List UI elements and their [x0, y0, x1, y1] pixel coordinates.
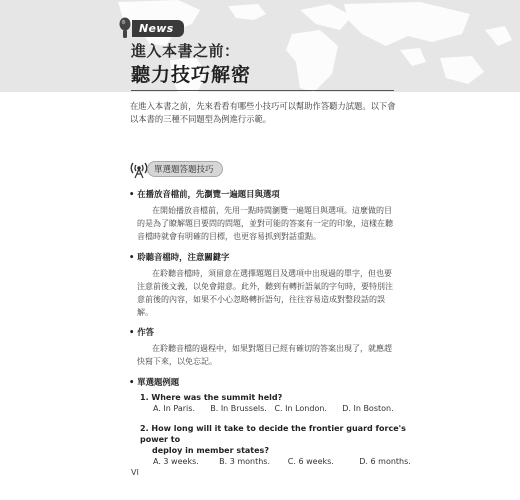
- question-text: 2. How long will it take to decide the frontier guard force's power to: [140, 424, 406, 444]
- page-number: VI: [131, 468, 139, 477]
- news-badge-label: News: [132, 20, 184, 37]
- title-divider: [131, 90, 394, 91]
- news-badge: [115, 17, 184, 39]
- answer-choices: A. In Paris. B. In Brussels. C. In London. D. In Boston.: [153, 404, 394, 413]
- tip-body: 在聆聽音檔時，須留意在選擇題題目及選項中出現過的單字，但也要注意前後文義，以免會錯意。此外，聽到有轉折語氣的字句時，要特別注意前後的內容，如果不小心忽略轉折語句，往往容易造成對整段話的誤解。: [137, 269, 393, 317]
- header-banner: [0, 0, 520, 92]
- tip-block: [129, 188, 399, 243]
- page-subtitle: 進入本書之前：: [131, 42, 240, 60]
- intro-paragraph: [130, 100, 396, 126]
- signal-tower-icon: [129, 159, 149, 179]
- tip-title: • 在播放音檔前，先瀏覽一遍題目與選項: [129, 189, 280, 199]
- section-heading: [129, 159, 223, 179]
- section-label: 單選題答題技巧: [147, 161, 223, 177]
- tip-block: [129, 326, 399, 368]
- tip-block: [129, 251, 399, 319]
- intro-text: 在進入本書之前，先來看看有哪些小技巧可以幫助作答聽力試題。以下會以本書的三種不同題型為例進行示範。: [130, 101, 396, 124]
- tip-title: • 聆聽音檔時，注意關鍵字: [129, 252, 230, 262]
- tip-title: • 作答: [129, 327, 155, 337]
- question-item: [129, 423, 429, 467]
- world-map-background: [0, 0, 520, 92]
- answer-choices: A. 3 weeks. B. 3 months. C. 6 weeks. D. 6 months.: [153, 457, 411, 466]
- question-text: 1. Where was the summit held?: [140, 393, 283, 402]
- tip-body: 在聆聽音檔的過程中，如果對題目已經有確切的答案出現了，就應趕快寫下來，以免忘記。: [137, 344, 392, 366]
- examples-title: • 單選題例題: [129, 377, 180, 387]
- example-questions: [129, 376, 429, 467]
- tip-body: 在開始播放音檔前，先用一點時間瀏覽一遍題目與選項。這麼做的目的是為了瞭解題目要問的問題，並對可能的答案有一定的印象，這樣在聽音檔時就會有明確的目標，也更容易抓到對話重點。: [137, 206, 393, 241]
- question-item: [129, 392, 429, 414]
- page-title: 聽力技巧解密: [131, 64, 252, 86]
- question-text-continued: deploy in member states?: [152, 446, 269, 455]
